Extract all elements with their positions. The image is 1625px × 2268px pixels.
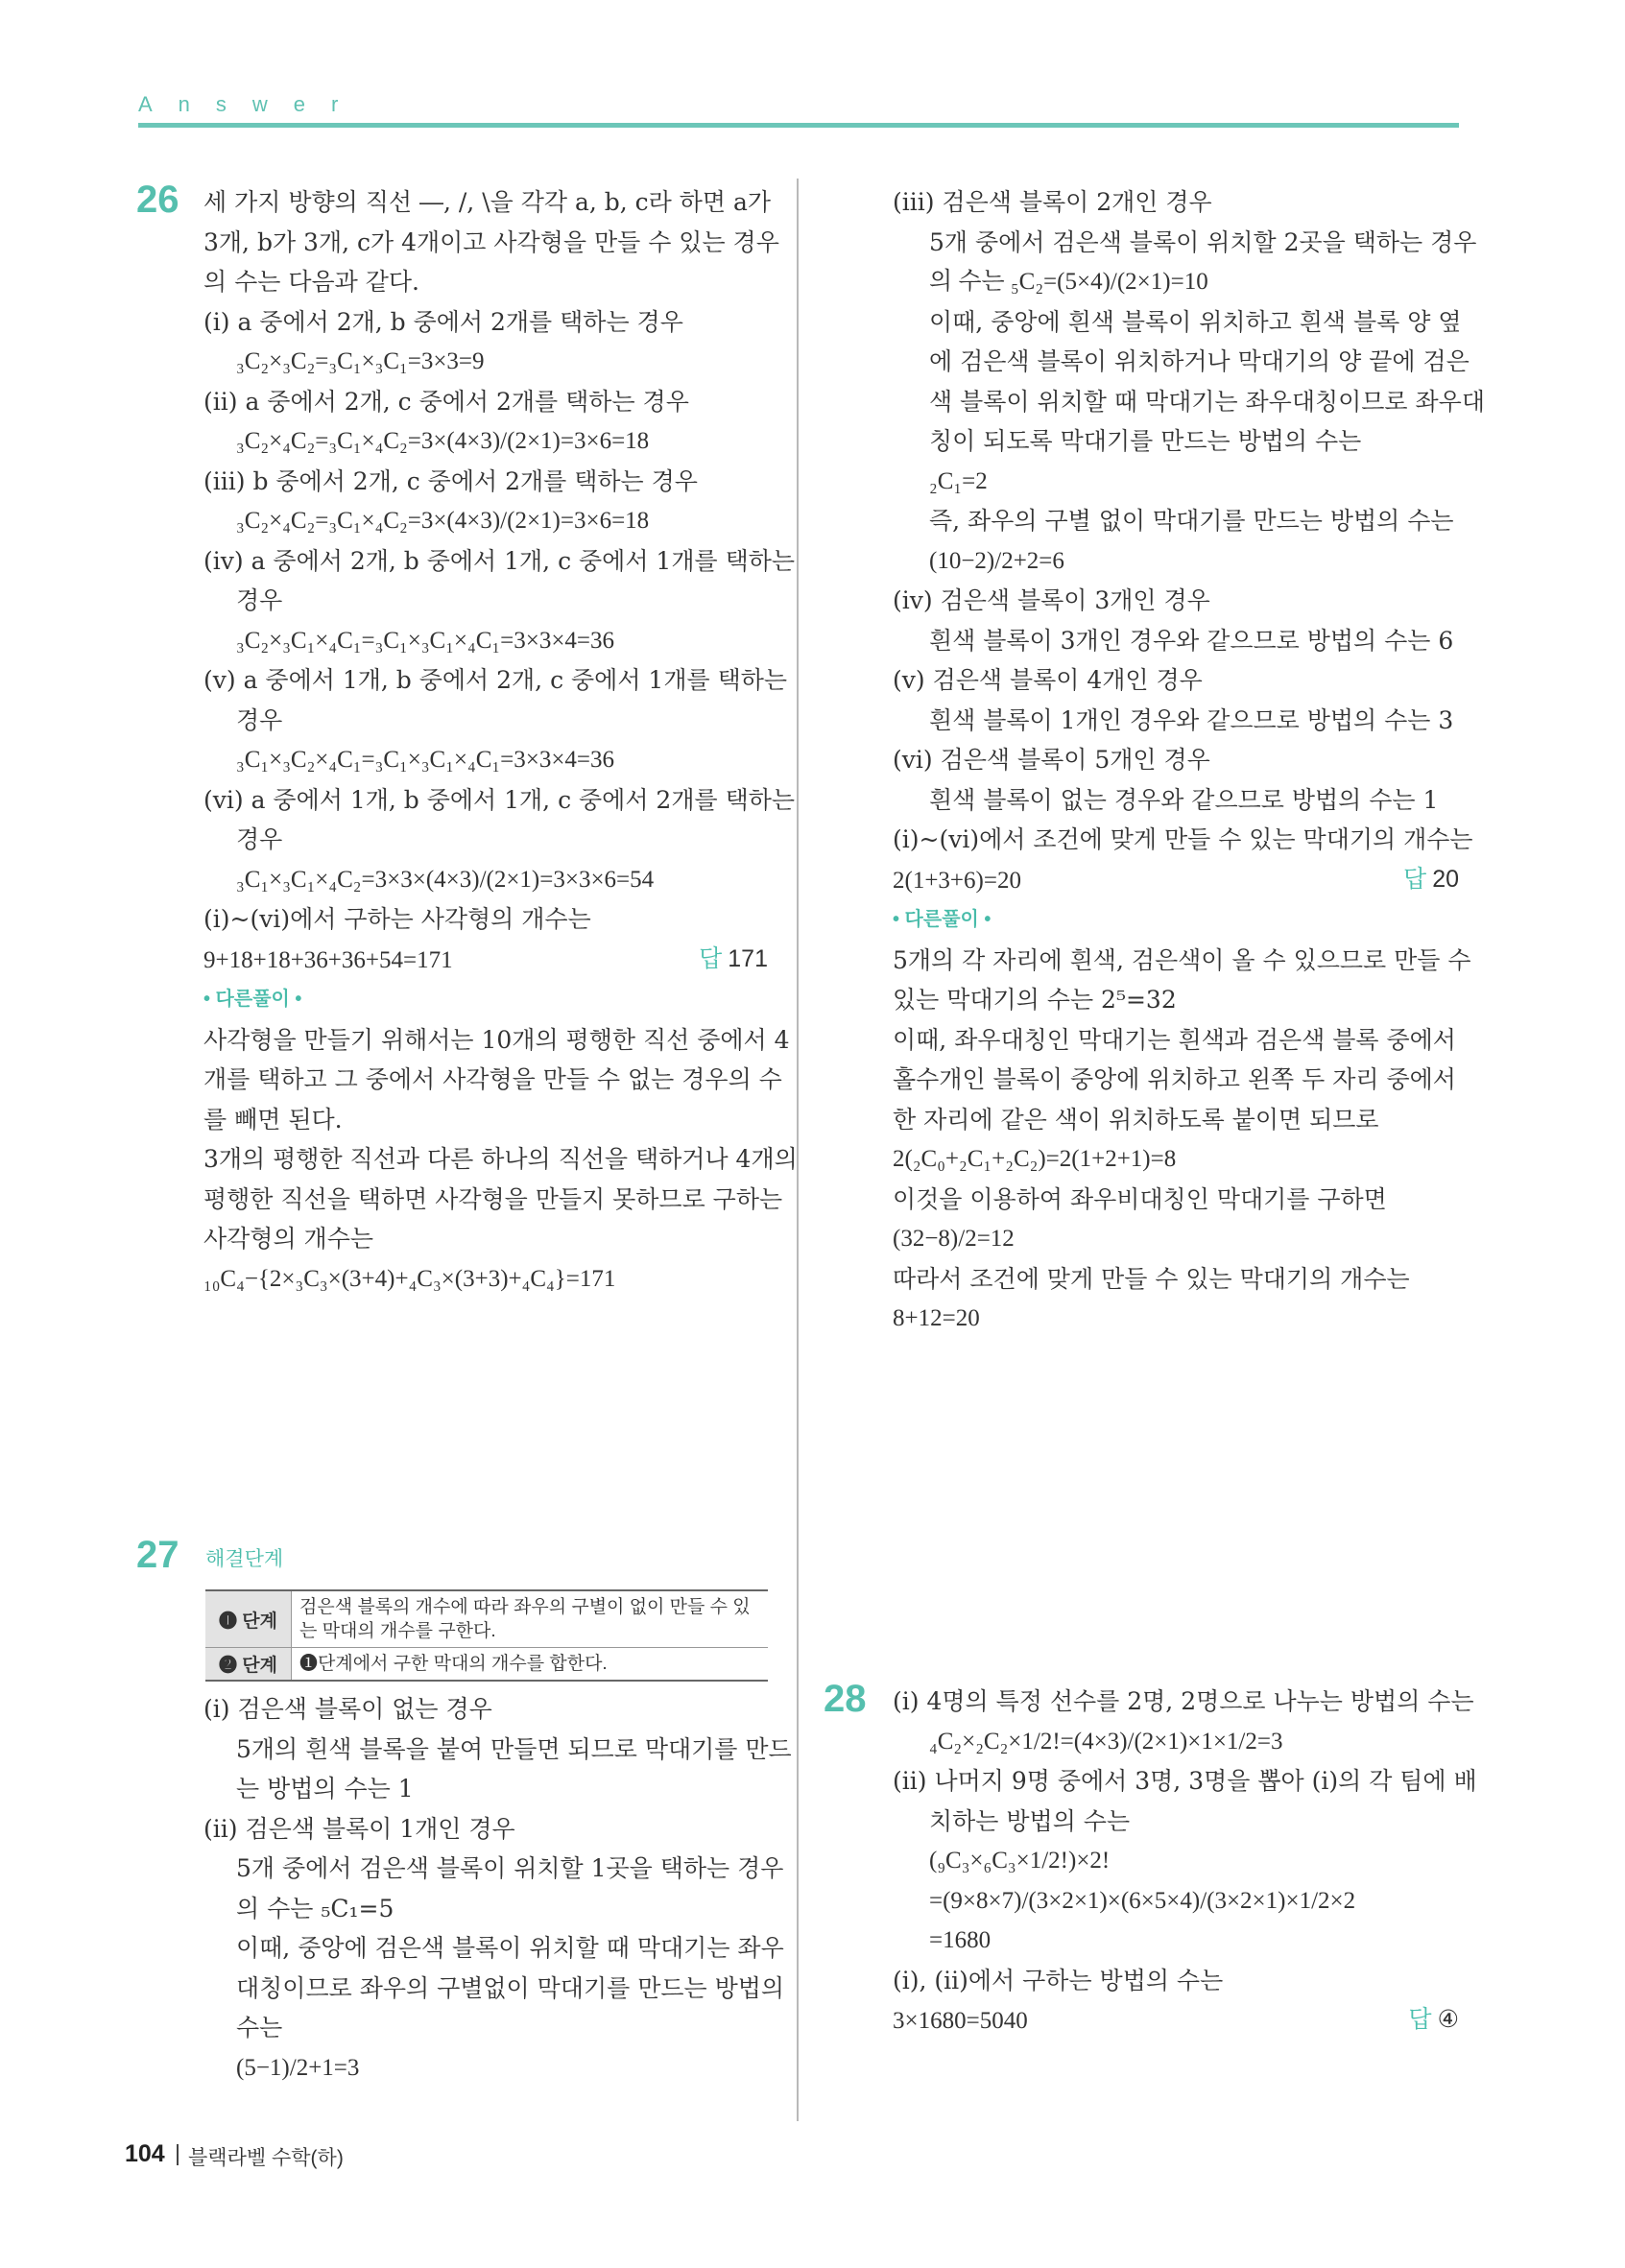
p26-alt-line: 개를 택하고 그 중에서 사각형을 만들 수 없는 경우의 수 bbox=[203, 1065, 782, 1093]
left-column bbox=[138, 182, 798, 1299]
p27-solution-title: 해결단계 bbox=[205, 1548, 284, 1570]
p27-formula: ₂C₁=2 bbox=[929, 467, 988, 494]
p27-alt-line: 이때, 좌우대칭인 막대기는 흰색과 검은색 블록 중에서 bbox=[893, 1025, 1456, 1054]
p26-case-5: (ⅴ) a 중에서 1개, b 중에서 2개, c 중에서 1개를 택하는 bbox=[203, 666, 788, 694]
p27-line: 5개 중에서 검은색 블록이 위치할 1곳을 택하는 경우 bbox=[236, 1854, 784, 1882]
p26-formula: ₃C₂×₃C₁×₄C₁=₃C₁×₃C₁×₄C₁=3×3×4=36 bbox=[236, 627, 615, 654]
p26-alt-line: 를 빼면 된다. bbox=[203, 1105, 343, 1134]
p26-alt-formula: ₁₀C₄−{2×₃C₃×(3+4)+₄C₃×(3+3)+₄C₄}=171 bbox=[203, 1265, 616, 1292]
p27-case-1: (ⅰ) 검은색 블록이 없는 경우 bbox=[203, 1695, 492, 1723]
p28-final-row bbox=[893, 2000, 1459, 2041]
p27-line: 흰색 블록이 1개인 경우와 같으므로 방법의 수는 3 bbox=[929, 705, 1454, 734]
p28-formula: (₉C₃×₆C₃×1/2!)×2! bbox=[929, 1848, 1111, 1874]
p27-line: 칭이 되도록 막대기를 만드는 방법의 수는 bbox=[929, 427, 1362, 455]
p26-sum: 9+18+18+36+36+54=171 bbox=[203, 946, 453, 973]
problem-26-number: 26 bbox=[136, 179, 179, 221]
p27-line: 즉, 좌우의 구별 없이 막대기를 만드는 방법의 수는 bbox=[929, 507, 1454, 535]
step-row bbox=[205, 1591, 768, 1647]
step-text: ❶단계에서 구한 막대의 개수를 합한다. bbox=[299, 1654, 608, 1674]
p27-alt-line: 있는 막대기의 수는 2⁵=32 bbox=[893, 986, 1177, 1014]
step-label: ❶ 단계 bbox=[205, 1591, 292, 1647]
p27-alt-line: 5개의 각 자리에 흰색, 검은색이 올 수 있으므로 만들 수 bbox=[893, 945, 1471, 974]
answer-value: 171 bbox=[728, 944, 768, 972]
p26-case-6: (ⅵ) a 중에서 1개, b 중에서 1개, c 중에서 2개를 택하는 bbox=[203, 785, 796, 814]
page-number: 104 bbox=[125, 2140, 165, 2167]
p26-case-3: (ⅲ) b 중에서 2개, c 중에서 2개를 택하는 경우 bbox=[203, 466, 698, 495]
p26-sum-row bbox=[138, 940, 768, 981]
p26-formula: ₃C₁×₃C₂×₄C₁=₃C₁×₃C₁×₄C₁=3×3×4=36 bbox=[236, 747, 615, 773]
step-text: 검은색 블록의 개수에 따라 좌우의 구별이 없이 만들 수 있는 막대의 개수를 구한다. bbox=[299, 1597, 751, 1641]
p27-sum: 2(1+3+6)=20 bbox=[893, 867, 1021, 894]
header-rule bbox=[138, 123, 1459, 128]
p26-formula: ₃C₁×₃C₁×₄C₂=3×3×(4×3)/(2×1)=3×3×6=54 bbox=[236, 866, 655, 893]
p28-block bbox=[893, 1682, 1477, 2041]
p27-formula: 의 수는 ₅C₂=(5×4)/(2×1)=10 bbox=[929, 269, 1208, 295]
p27-answer bbox=[1403, 860, 1459, 900]
p27-case-5: (ⅴ) 검은색 블록이 4개인 경우 bbox=[893, 666, 1203, 694]
p27-alt-line: 이것을 이용하여 좌우비대칭인 막대기를 구하면 bbox=[893, 1184, 1387, 1213]
problem-27-number: 27 bbox=[136, 1534, 179, 1576]
step-row bbox=[205, 1647, 768, 1680]
p28-line: 치하는 방법의 수는 bbox=[929, 1806, 1131, 1835]
header-label: Answer bbox=[138, 92, 365, 116]
p26-line: (ⅰ)~(ⅵ)에서 구하는 사각형의 개수는 bbox=[203, 905, 591, 933]
book-title: 블랙라벨 수학(하) bbox=[188, 2147, 344, 2169]
p28-final: 3×1680=5040 bbox=[893, 2008, 1028, 2034]
p26-case-2: (ⅱ) a 중에서 2개, c 중에서 2개를 택하는 경우 bbox=[203, 387, 689, 416]
p26-answer bbox=[699, 940, 768, 980]
answer-mark: 답 bbox=[1403, 865, 1427, 893]
p26-formula: ₃C₂×₄C₂=₃C₁×₄C₂=3×(4×3)/(2×1)=3×6=18 bbox=[236, 428, 650, 454]
p28-formula: =1680 bbox=[929, 1927, 992, 1953]
p26-alt-heading: • 다른풀이 • bbox=[203, 989, 302, 1010]
p28-answer bbox=[1408, 2000, 1459, 2041]
p27-formula: (10−2)/2+2=6 bbox=[929, 547, 1064, 574]
p26-line: 경우 bbox=[236, 586, 283, 614]
p26-case-4: (ⅳ) a 중에서 2개, b 중에서 1개, c 중에서 1개를 택하는 bbox=[203, 546, 796, 575]
p27-formula: (5−1)/2+1=3 bbox=[236, 2054, 360, 2081]
p26-line: 경우 bbox=[236, 825, 283, 853]
right-column bbox=[893, 182, 1485, 1339]
p27-alt-line: 홀수개인 블록이 중앙에 위치하고 왼쪽 두 자리 중에서 bbox=[893, 1065, 1456, 1093]
step-label: ❷ 단계 bbox=[205, 1648, 292, 1680]
problem-28-number: 28 bbox=[824, 1678, 867, 1720]
answer-value: 20 bbox=[1432, 865, 1459, 893]
p28-formula: =(9×8×7)/(3×2×1)×(6×5×4)/(3×2×1)×1/2×2 bbox=[929, 1887, 1356, 1914]
p27-case-4: (ⅳ) 검은색 블록이 3개인 경우 bbox=[893, 586, 1210, 614]
p27-line: 이때, 중앙에 흰색 블록이 위치하고 흰색 블록 양 옆 bbox=[929, 307, 1462, 336]
p27-line: 수는 bbox=[236, 2014, 283, 2041]
p26-alt-line: 3개의 평행한 직선과 다른 하나의 직선을 택하거나 4개의 bbox=[203, 1145, 798, 1173]
p27-line: 의 수는 ₅C₁=5 bbox=[236, 1894, 394, 1922]
p27-case-3: (ⅲ) 검은색 블록이 2개인 경우 bbox=[893, 188, 1212, 216]
p26-alt-line: 평행한 직선을 택하면 사각형을 만들지 못하므로 구하는 bbox=[203, 1184, 783, 1213]
p27-line: 대칭이므로 좌우의 구별없이 막대기를 만드는 방법의 bbox=[236, 1973, 785, 2002]
p27-alt-formula: (32−8)/2=12 bbox=[893, 1226, 1015, 1252]
p27-line: 5개의 흰색 블록을 붙여 만들면 되므로 막대기를 만드 bbox=[236, 1734, 792, 1763]
p27-line: 이때, 중앙에 검은색 블록이 위치할 때 막대기는 좌우 bbox=[236, 1934, 784, 1962]
answer-mark: 답 bbox=[699, 944, 723, 972]
answer-mark: 답 bbox=[1408, 2006, 1432, 2033]
p27-line: 색 블록이 위치할 때 막대기는 좌우대칭이므로 좌우대 bbox=[929, 387, 1485, 416]
p27-line: 는 방법의 수는 1 bbox=[236, 1775, 414, 1802]
p27-sum-row bbox=[893, 860, 1459, 901]
answer-value: ④ bbox=[1437, 2006, 1459, 2033]
p27-steps-table bbox=[205, 1589, 768, 1682]
p27-line: 에 검은색 블록이 위치하거나 막대기의 양 끝에 검은 bbox=[929, 347, 1470, 375]
p26-formula: ₃C₂×₄C₂=₃C₁×₄C₂=3×(4×3)/(2×1)=3×6=18 bbox=[236, 508, 650, 534]
p26-formula: ₃C₂×₃C₂=₃C₁×₃C₁=3×3=9 bbox=[236, 348, 485, 374]
footer-separator bbox=[177, 2144, 179, 2165]
p27-left-block bbox=[138, 1689, 792, 2088]
p26-case-1: (ⅰ) a 중에서 2개, b 중에서 2개를 택하는 경우 bbox=[203, 307, 683, 336]
p27-line: 5개 중에서 검은색 블록이 위치할 2곳을 택하는 경우 bbox=[929, 227, 1477, 256]
p26-line: 의 수는 다음과 같다. bbox=[203, 268, 419, 296]
p27-alt-line: 따라서 조건에 맞게 만들 수 있는 막대기의 개수는 bbox=[893, 1264, 1410, 1293]
p27-line: (ⅰ)~(ⅵ)에서 조건에 맞게 만들 수 있는 막대기의 개수는 bbox=[893, 825, 1473, 853]
p27-case-2: (ⅱ) 검은색 블록이 1개인 경우 bbox=[203, 1814, 515, 1843]
p26-line: 경우 bbox=[236, 705, 283, 734]
p26-alt-line: 사각형의 개수는 bbox=[203, 1225, 373, 1253]
p28-line: (ⅰ), (ⅱ)에서 구하는 방법의 수는 bbox=[893, 1966, 1224, 1994]
p28-case-1: (ⅰ) 4명의 특정 선수를 2명, 2명으로 나누는 방법의 수는 bbox=[893, 1687, 1474, 1715]
p27-line: 흰색 블록이 없는 경우와 같으므로 방법의 수는 1 bbox=[929, 785, 1439, 814]
p27-line: 흰색 블록이 3개인 경우와 같으므로 방법의 수는 6 bbox=[929, 626, 1454, 655]
p27-alt-formula: 2(₂C₀+₂C₁+₂C₂)=2(1+2+1)=8 bbox=[893, 1146, 1177, 1172]
p26-line: 3개, b가 3개, c가 4개이고 사각형을 만들 수 있는 경우 bbox=[203, 227, 779, 256]
p27-case-6: (ⅵ) 검은색 블록이 5개인 경우 bbox=[893, 746, 1210, 774]
p27-alt-formula: 8+12=20 bbox=[893, 1305, 980, 1331]
p27-alt-line: 한 자리에 같은 색이 위치하도록 붙이면 되므로 bbox=[893, 1105, 1379, 1134]
p27-alt-heading: • 다른풀이 • bbox=[893, 909, 992, 930]
p26-alt-line: 사각형을 만들기 위해서는 10개의 평행한 직선 중에서 4 bbox=[203, 1025, 790, 1054]
p26-line: 세 가지 방향의 직선 ―, /, \을 각각 a, b, c라 하면 a가 bbox=[203, 188, 772, 216]
p28-case-2: (ⅱ) 나머지 9명 중에서 3명, 3명을 뽑아 (ⅰ)의 각 팀에 배 bbox=[893, 1767, 1477, 1795]
p28-formula: ₄C₂×₂C₂×1/2!=(4×3)/(2×1)×1×1/2=3 bbox=[929, 1728, 1283, 1755]
